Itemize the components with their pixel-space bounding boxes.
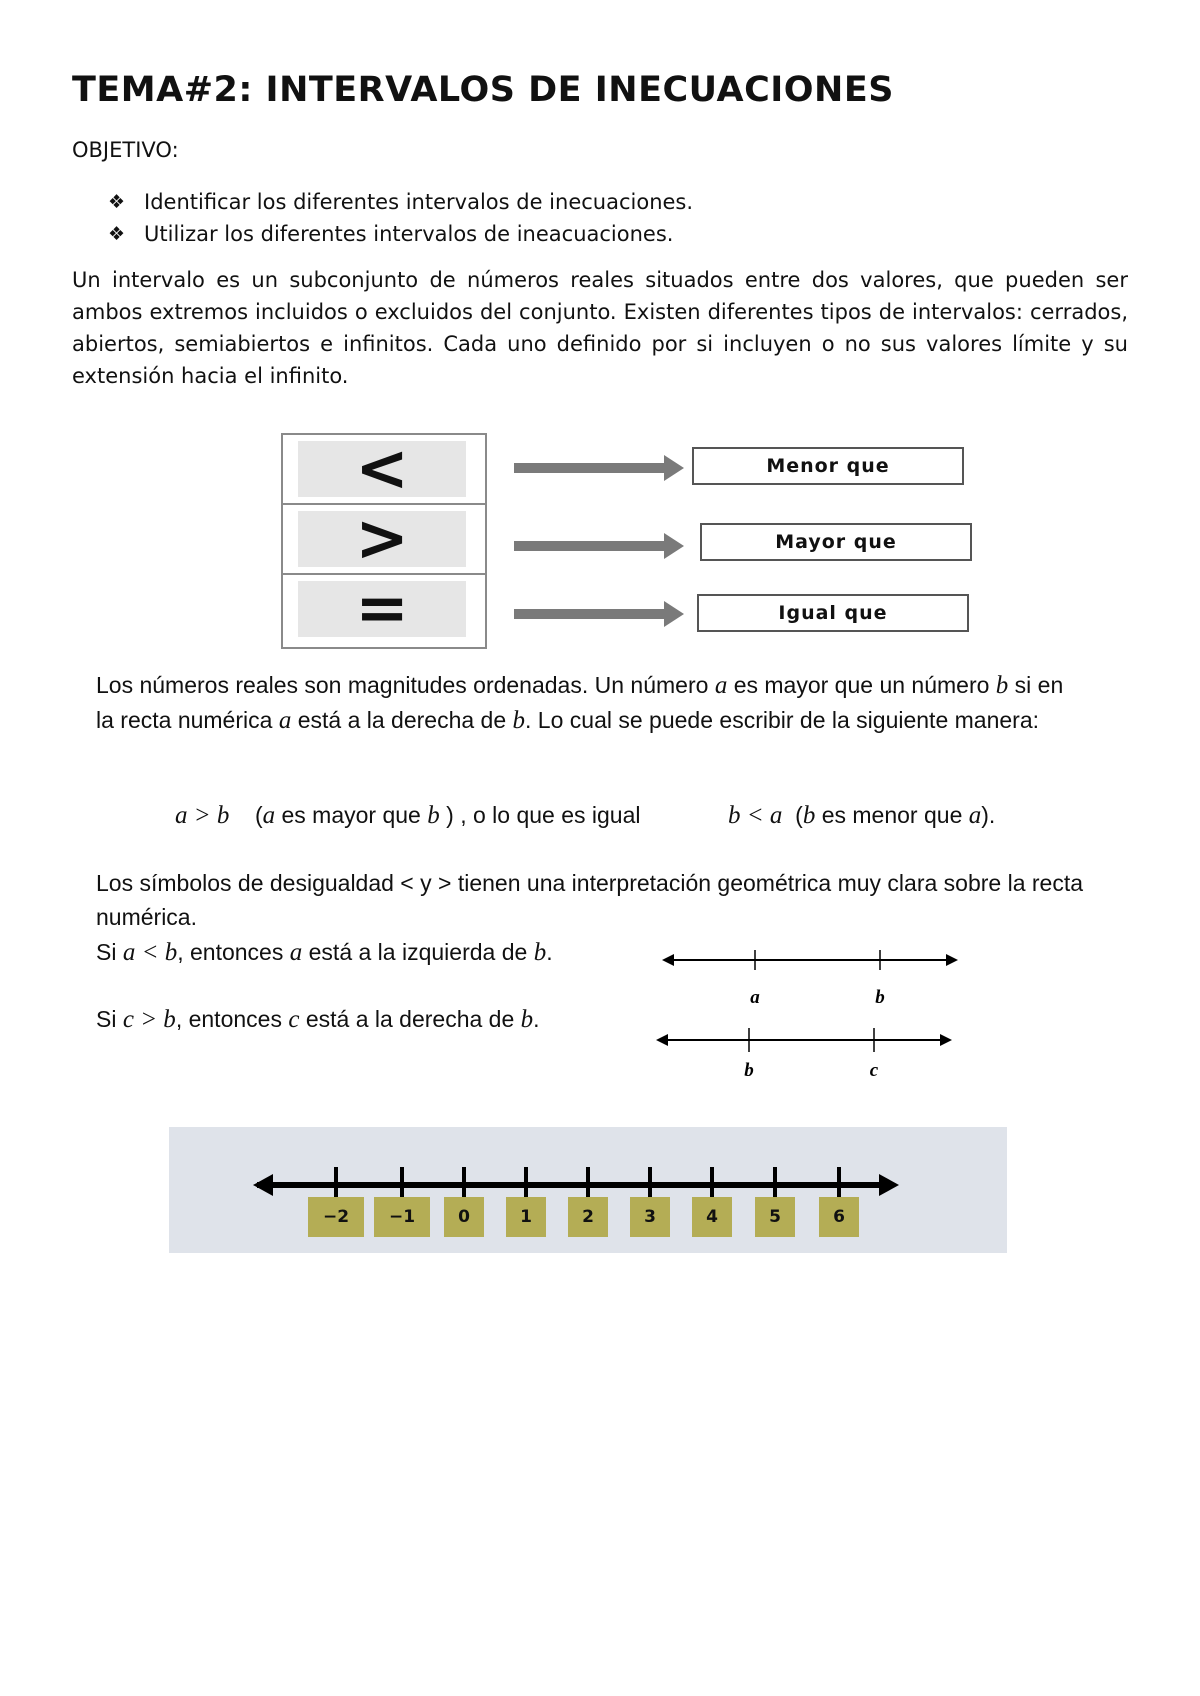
- variable: a: [289, 939, 303, 966]
- number-label-box: 3: [630, 1197, 670, 1237]
- text-fragment: si en la recta numérica: [96, 672, 1064, 733]
- number-label-box: 5: [755, 1197, 795, 1237]
- ordered-paragraph: [96, 668, 1086, 738]
- page-title: TEMA#2: INTERVALOS DE INECUACIONES: [72, 70, 894, 110]
- intro-paragraph: Un intervalo es un subconjunto de números reales situados entre dos valores, que pueden ser ambos extremos incluidos o excluidos del conjunto. Existen diferentes tipos de intervalos: cerrados, abiertos, semiabiertos e infinitos. Cada uno definido por si incluyen o no sus valores límite y su extensión hacia el infinito.: [72, 268, 1128, 388]
- variable: b: [533, 939, 547, 966]
- text-fragment: (: [254, 802, 263, 828]
- less-than-symbol: <: [298, 441, 466, 497]
- right-arrow-icon: [514, 463, 664, 473]
- right-arrow-icon: [514, 541, 664, 551]
- arrow-right-icon: [879, 1174, 899, 1196]
- label-igual-que: Igual que: [697, 594, 969, 632]
- line1-label-b: b: [875, 987, 885, 1008]
- right-arrow-icon: [514, 609, 664, 619]
- text-fragment: está a la derecha de: [299, 1006, 521, 1032]
- geometric-paragraph: Los símbolos de desigualdad < y > tienen una interpretación geométrica muy clara sobre la recta numérica.: [96, 870, 1084, 930]
- text-fragment: .: [533, 1006, 540, 1032]
- text-fragment: es mayor que un número: [727, 672, 996, 698]
- number-label-box: −2: [308, 1197, 364, 1237]
- rule-left: [96, 935, 553, 970]
- text-fragment: . Lo cual se puede escribir de la siguiente manera:: [525, 707, 1040, 733]
- text-fragment: es mayor que: [275, 802, 428, 828]
- diamond-bullet-icon: ❖: [108, 223, 126, 245]
- condition: a < b: [122, 939, 178, 966]
- symbol-cell-equal: [283, 572, 485, 646]
- list-item: [108, 218, 693, 250]
- line2-label-b: b: [744, 1060, 754, 1080]
- variable-a: a: [278, 707, 292, 734]
- arrow-right-icon: [946, 954, 958, 966]
- number-line-b-c: [656, 1028, 952, 1080]
- diamond-bullet-icon: ❖: [108, 191, 126, 213]
- equation-less: [728, 798, 995, 833]
- number-label-box: 6: [819, 1197, 859, 1237]
- text-fragment: está a la izquierda de: [302, 939, 534, 965]
- variable-a: a: [714, 672, 728, 699]
- arrow-left-icon: [253, 1174, 273, 1196]
- symbol-cell-greater: [283, 502, 485, 576]
- variable-b: b: [512, 707, 526, 734]
- expression: b < a: [728, 802, 783, 829]
- text-fragment: , entonces: [177, 939, 290, 965]
- text-fragment: está a la derecha de: [291, 707, 513, 733]
- variable-b: b: [427, 802, 440, 829]
- objectives-list: [108, 186, 693, 250]
- equal-symbol: =: [298, 581, 466, 637]
- text-fragment: Si: [96, 939, 123, 965]
- objective-text: Identificar los diferentes intervalos de inecuaciones.: [144, 190, 694, 214]
- variable-a: a: [968, 802, 982, 829]
- number-label-box: −1: [374, 1197, 430, 1237]
- label-menor-que: Menor que: [692, 447, 964, 485]
- arrow-left-icon: [662, 954, 674, 966]
- objective-text: Utilizar los diferentes intervalos de ineacuaciones.: [144, 222, 674, 246]
- objective-label: OBJETIVO:: [72, 138, 179, 162]
- equation-greater: [175, 798, 640, 833]
- label-mayor-que: Mayor que: [700, 523, 972, 561]
- line1-label-a: a: [750, 987, 760, 1008]
- number-label-box: 1: [506, 1197, 546, 1237]
- variable: b: [520, 1006, 534, 1033]
- symbol-cell-less: [283, 432, 485, 506]
- small-number-lines: [650, 940, 970, 1080]
- text-fragment: Los números reales son magnitudes ordenadas. Un número: [96, 672, 715, 698]
- text-fragment: ).: [981, 802, 996, 828]
- number-label-box: 4: [692, 1197, 732, 1237]
- variable-b: b: [802, 802, 816, 829]
- text-fragment: ) , o lo que es igual: [439, 802, 641, 828]
- text-fragment: es menor que: [815, 802, 969, 828]
- variable-b: b: [995, 672, 1009, 699]
- condition: c > b: [122, 1006, 176, 1033]
- symbols-table: [281, 433, 487, 649]
- list-item: [108, 186, 693, 218]
- text-fragment: (: [795, 802, 803, 828]
- arrow-left-icon: [656, 1034, 668, 1046]
- arrow-right-icon: [940, 1034, 952, 1046]
- variable-a: a: [262, 802, 276, 829]
- text-fragment: .: [546, 939, 553, 965]
- number-line-a-b: [662, 950, 958, 1008]
- text-fragment: , entonces: [175, 1006, 289, 1032]
- rule-right: [96, 1002, 540, 1037]
- number-label-box: 0: [444, 1197, 484, 1237]
- number-line-figure: [169, 1127, 1007, 1253]
- text-fragment: Si: [96, 1006, 123, 1032]
- expression: a > b: [175, 802, 230, 829]
- number-label-box: 2: [568, 1197, 608, 1237]
- greater-than-symbol: >: [298, 511, 466, 567]
- line2-label-c: c: [869, 1060, 879, 1080]
- variable: c: [288, 1006, 300, 1033]
